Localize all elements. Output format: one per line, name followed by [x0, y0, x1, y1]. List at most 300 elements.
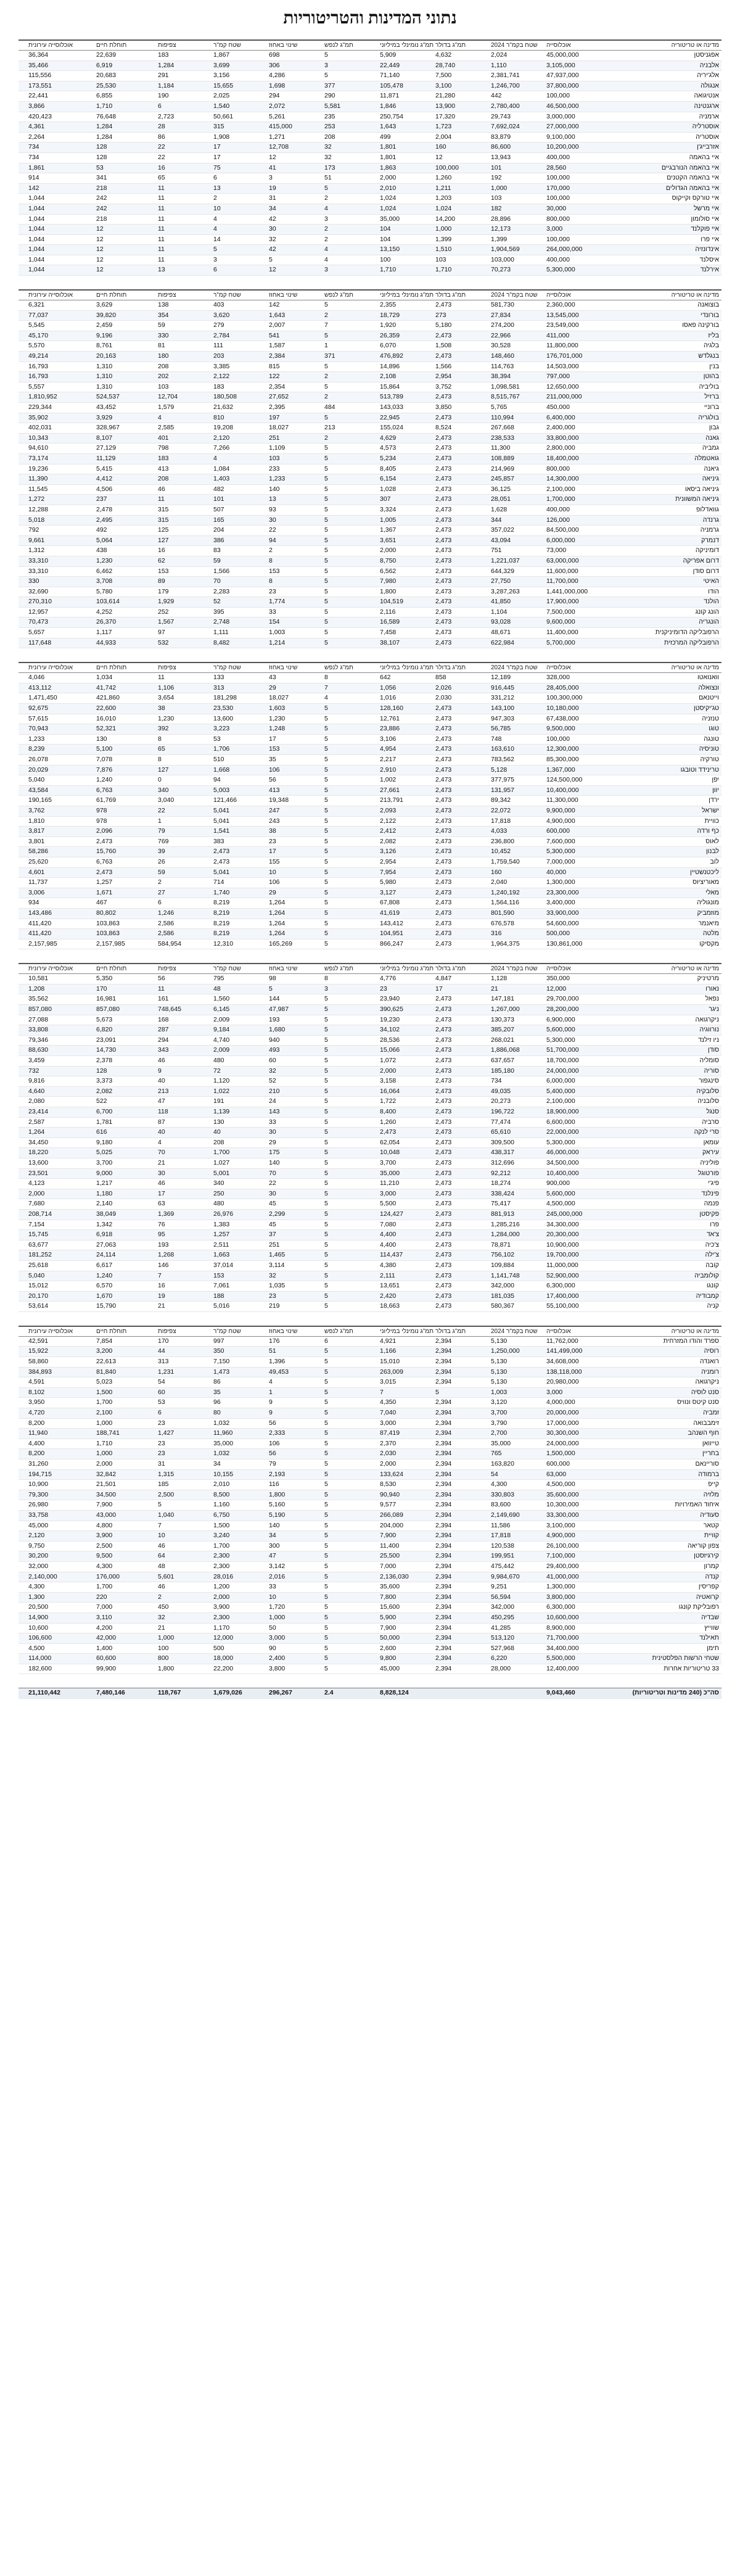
cell-value: 5,700,000 — [546, 638, 575, 646]
cell-value: 5 — [324, 1378, 328, 1386]
cell-value: 13 — [213, 184, 221, 192]
cell-value: 1,383 — [213, 1220, 230, 1228]
table-row — [18, 1199, 722, 1210]
cell-value: 8,239 — [28, 745, 45, 753]
table-row — [18, 888, 722, 899]
cell-value: 3,223 — [213, 725, 230, 733]
cell-value: 6,918 — [96, 1231, 113, 1239]
cell-value: 17,400,000 — [546, 1292, 579, 1300]
cell-value: 2,478 — [96, 505, 113, 513]
cell-value: 1,500 — [213, 1521, 230, 1529]
cell-value: 181,298 — [213, 694, 237, 702]
table-header — [18, 1326, 722, 1337]
cell-value: 12,761 — [380, 714, 400, 722]
cell-value: 5 — [324, 848, 328, 856]
cell-value: 42 — [269, 215, 276, 223]
country-name: סינגפור — [699, 1077, 719, 1085]
cell-value: 3,700 — [491, 1409, 508, 1417]
table-row — [18, 163, 722, 174]
cell-value: 2 — [158, 1593, 162, 1601]
cell-value: 22 — [269, 1179, 276, 1187]
country-name: שווייץ — [704, 1624, 719, 1632]
cell-value: 5 — [324, 1358, 328, 1366]
cell-value: 19,230 — [380, 1015, 400, 1023]
cell-value: 5 — [324, 454, 328, 462]
table-row — [18, 122, 722, 133]
cell-value: 354 — [158, 311, 169, 319]
cell-value: 5,300,000 — [546, 1036, 575, 1044]
cell-value: 8 — [324, 975, 328, 983]
table-row — [18, 1419, 722, 1429]
cell-value: 3,156 — [213, 72, 230, 80]
country-name: ניו זילנד — [697, 1036, 719, 1044]
table-row — [18, 1189, 722, 1200]
cell-value: 467 — [96, 899, 107, 907]
country-name: גיאנה — [704, 464, 719, 473]
cell-value: 1,034 — [96, 674, 113, 682]
cell-value: 190 — [158, 92, 169, 100]
column-header: אוכלוסייה — [546, 292, 571, 299]
cell-value: 34 — [213, 1460, 221, 1468]
table-row — [18, 1470, 722, 1480]
cell-value: 2,394 — [435, 1337, 452, 1345]
cell-value: 1,315 — [158, 1470, 175, 1478]
table-row — [18, 1347, 722, 1357]
cell-value: 2,784 — [213, 331, 230, 339]
cell-value: 2,122 — [213, 373, 230, 381]
cell-value: 916,445 — [491, 683, 514, 691]
cell-value: 2,025 — [213, 92, 230, 100]
cell-value: 751 — [491, 547, 502, 555]
cell-value: 108,889 — [491, 454, 514, 462]
country-name: פנמה — [704, 1200, 719, 1208]
country-name: טורקיה — [700, 756, 719, 763]
cell-value: 1,396 — [269, 1358, 286, 1366]
cell-value: 2,093 — [380, 806, 397, 814]
cell-value: 2,473 — [435, 1302, 452, 1310]
country-name: גיניאה המשוונית — [675, 495, 719, 503]
cell-value: 124,500,000 — [546, 776, 583, 784]
cell-value: 3,651 — [380, 536, 397, 544]
cell-value: 513,120 — [491, 1634, 514, 1642]
cell-value: 3,700 — [380, 1158, 397, 1166]
cell-value: 5,016 — [213, 1302, 230, 1310]
cell-value: 2,394 — [435, 1490, 452, 1498]
cell-value: 5,900 — [380, 1613, 397, 1621]
cell-value: 59 — [213, 556, 221, 564]
table-row — [18, 1582, 722, 1593]
cell-value: 146 — [158, 1261, 169, 1269]
table-row — [18, 868, 722, 878]
cell-value: 1,759,540 — [491, 857, 520, 865]
cell-value: 6,300,000 — [546, 1603, 575, 1611]
cell-value: 115,556 — [28, 72, 52, 80]
cell-value: 183 — [158, 454, 169, 462]
country-name: רפובליקת קונגו — [678, 1603, 719, 1611]
cell-value — [491, 1688, 546, 1698]
country-name: ארמניה — [699, 112, 719, 120]
cell-value: 17 — [213, 143, 221, 151]
table-row — [18, 1210, 722, 1220]
cell-value: 9,577 — [380, 1501, 397, 1509]
cell-value: 1,284 — [96, 123, 113, 131]
cell-value: 4,046 — [28, 674, 45, 682]
cell-value: 10,600,000 — [546, 1613, 579, 1621]
cell-value: 5,064 — [96, 536, 113, 544]
cell-value: 2,108 — [380, 373, 397, 381]
cell-value: 35,562 — [28, 995, 49, 1003]
cell-value: 2,010 — [380, 184, 397, 192]
cell-value: 2,473 — [435, 857, 452, 865]
cell-value: 71,140 — [380, 72, 400, 80]
cell-value: 8,200 — [28, 1450, 45, 1458]
cell-value: 5,545 — [28, 321, 45, 329]
cell-value: 81 — [158, 342, 165, 350]
cell-value: 800 — [158, 1654, 169, 1662]
cell-value: 110,994 — [491, 413, 514, 421]
cell-value: 5 — [324, 1409, 328, 1417]
table-row — [18, 638, 722, 649]
cell-value: 6,820 — [96, 1026, 113, 1034]
table-header — [18, 963, 722, 974]
cell-value: 3,110 — [96, 1613, 112, 1621]
cell-value: 5,400,000 — [546, 1087, 575, 1095]
column-header: צפיפות — [158, 664, 176, 672]
country-name: יוון — [712, 786, 719, 794]
cell-value: 857,080 — [96, 1005, 120, 1013]
cell-value: 233 — [269, 464, 280, 473]
cell-value: 27,129 — [96, 444, 117, 452]
cell-value: 2,394 — [435, 1368, 452, 1376]
cell-value: 23,414 — [28, 1108, 49, 1115]
cell-value: 1,300 — [28, 1593, 45, 1601]
cell-value: 6,070 — [380, 342, 397, 350]
cell-value: 11,400,000 — [546, 629, 578, 637]
cell-value: 5 — [324, 331, 328, 339]
cell-value: 220 — [96, 1593, 107, 1601]
column-header: מדינה או טריטוריה — [671, 292, 719, 299]
cell-value: 5,673 — [96, 1015, 113, 1023]
cell-value: 28,000 — [491, 1664, 511, 1672]
cell-value: 2,394 — [435, 1593, 452, 1601]
cell-value: 46,000,000 — [546, 1149, 579, 1157]
cell-value: 141,499,000 — [546, 1347, 583, 1355]
cell-value: 121,466 — [213, 796, 237, 804]
cell-value: 263,009 — [380, 1368, 403, 1376]
cell-value: 5 — [324, 1138, 328, 1146]
cell-value: 2,157,985 — [28, 939, 57, 947]
cell-value: 10,300,000 — [546, 1501, 579, 1509]
cell-value: 109,884 — [491, 1261, 514, 1269]
cell-value: 2,116 — [380, 608, 396, 616]
cell-value: 1,710 — [96, 1439, 113, 1447]
country-name: בוליביה — [699, 382, 719, 390]
cell-value: 12 — [96, 225, 104, 233]
table-row — [18, 806, 722, 817]
cell-value: 16,589 — [380, 618, 400, 626]
cell-value: 11,737 — [28, 878, 48, 886]
cell-value: 1,016 — [380, 694, 397, 702]
cell-value: 420,423 — [28, 112, 52, 120]
country-name: איי בהאמה הגדולים — [665, 184, 719, 192]
cell-value: 65,610 — [491, 1128, 511, 1136]
cell-value: 1,000 — [435, 225, 452, 233]
cell-value: 16,010 — [96, 714, 117, 722]
cell-value: 341 — [96, 174, 107, 182]
cell-value: 41,619 — [380, 909, 400, 917]
country-name: גוואדלופ — [696, 505, 719, 513]
cell-value: 33 — [269, 608, 276, 616]
cell-value: 2,473 — [435, 618, 452, 626]
cell-value: 797,000 — [546, 373, 570, 381]
cell-value: 4,500,000 — [546, 1200, 575, 1208]
cell-value: 4,300 — [28, 1583, 45, 1591]
cell-value: 313 — [213, 683, 224, 691]
cell-value: 34,608,000 — [546, 1358, 579, 1366]
cell-value: 1,284,000 — [491, 1231, 520, 1239]
cell-value: 5,128 — [491, 766, 508, 774]
cell-value: 12,000 — [546, 985, 567, 993]
cell-value: 2,136,030 — [380, 1572, 409, 1580]
cell-value: 386 — [213, 536, 224, 544]
cell-value: 56 — [269, 1450, 276, 1458]
cell-value: 30 — [269, 1189, 276, 1197]
cell-value: 7 — [324, 683, 328, 691]
cell-value: 1,040 — [158, 1511, 175, 1519]
cell-value: 2,587 — [28, 1118, 45, 1126]
cell-value: 5,980 — [380, 878, 397, 886]
cell-value: 12,173 — [491, 225, 511, 233]
cell-value: 8,761 — [96, 342, 113, 350]
cell-value: 86 — [158, 133, 165, 141]
cell-value: 95 — [158, 1231, 165, 1239]
table-row — [18, 1624, 722, 1634]
cell-value: 4,740 — [213, 1036, 230, 1044]
country-name: סודן — [707, 1046, 719, 1054]
cell-value: 2,096 — [96, 827, 113, 835]
table-row — [18, 1664, 722, 1675]
column-header: תוחלת חיים — [96, 664, 127, 672]
cell-value: 4 — [213, 454, 217, 462]
cell-value: 5 — [324, 776, 328, 784]
cell-value: 3,287,263 — [491, 587, 520, 595]
cell-value: 9,196 — [96, 331, 113, 339]
cell-value: 62,054 — [380, 1138, 400, 1146]
cell-value: 12,189 — [491, 674, 511, 682]
country-name: טוניסיה — [699, 745, 719, 753]
cell-value: 5 — [324, 837, 328, 845]
cell-value: 5 — [324, 1613, 328, 1621]
country-name: אירלנד — [700, 266, 719, 274]
table-row — [18, 1036, 722, 1046]
cell-value: 2 — [269, 547, 273, 555]
column-header: שטח בקמ"ר 2024 — [491, 292, 538, 299]
cell-value: 9,500,000 — [546, 725, 575, 733]
cell-value: 45 — [269, 1200, 276, 1208]
cell-value: 38 — [158, 704, 165, 712]
cell-value: 22 — [269, 526, 276, 534]
cell-value: 104,519 — [380, 598, 403, 606]
cell-value: 111 — [213, 342, 223, 350]
cell-value: 10 — [269, 1593, 276, 1601]
cell-value: 500 — [213, 1644, 224, 1652]
column-header: תמ"ג לנפש — [324, 292, 353, 299]
cell-value: 34,500 — [96, 1490, 117, 1498]
cell-value: 70 — [158, 1149, 165, 1157]
cell-value: 5 — [324, 1200, 328, 1208]
cell-value: 27,661 — [380, 786, 400, 794]
cell-value: 1,671 — [96, 888, 113, 896]
cell-value: 5 — [324, 1368, 328, 1376]
cell-value: 100,000 — [546, 235, 570, 243]
cell-value: 10,400,000 — [546, 1169, 579, 1177]
cell-value: 1,810 — [28, 817, 45, 825]
cell-value: 1,203 — [435, 194, 452, 202]
cell-value: 26,078 — [28, 756, 49, 763]
cell-value: 338,424 — [491, 1189, 514, 1197]
cell-value: 783,562 — [491, 756, 514, 763]
cell-value: 2,473 — [435, 516, 452, 524]
cell-value: 1,170 — [213, 1624, 230, 1632]
cell-value: 93,028 — [491, 618, 511, 626]
cell-value: 2,122 — [380, 817, 397, 825]
table-row — [18, 693, 722, 704]
cell-value: 2 — [324, 434, 328, 442]
cell-value: 25,618 — [28, 1261, 49, 1269]
cell-value: 4,954 — [380, 745, 397, 753]
cell-value: 5 — [324, 857, 328, 865]
cell-value: 21,280 — [435, 92, 456, 100]
cell-value: 866,247 — [380, 939, 403, 947]
cell-value: 22,600 — [96, 704, 117, 712]
cell-value: 140 — [269, 1158, 280, 1166]
cell-value: 0 — [158, 776, 162, 784]
cell-value: 29,743 — [491, 112, 511, 120]
cell-value: 3,142 — [269, 1562, 286, 1570]
cell-value: 3,800 — [269, 1664, 286, 1672]
cell-value: 279 — [213, 321, 224, 329]
cell-value: 1,248 — [269, 725, 286, 733]
cell-value: 2,394 — [435, 1429, 452, 1437]
cell-value: 622,984 — [491, 638, 514, 646]
cell-value: 4,921 — [380, 1337, 397, 1345]
cell-value: 28,016 — [213, 1572, 234, 1580]
table-row — [18, 878, 722, 888]
table-row — [18, 1562, 722, 1572]
country-name: הולנד — [704, 598, 719, 606]
cell-value: 47 — [158, 1097, 165, 1105]
cell-value: 16 — [158, 1282, 165, 1290]
cell-value: 128 — [96, 1067, 107, 1075]
cell-value: 144 — [269, 995, 280, 1003]
cell-value: 5 — [324, 1251, 328, 1259]
table-row — [18, 597, 722, 608]
table-row — [18, 300, 722, 311]
cell-value: 100,000 — [546, 735, 570, 743]
cell-value: 1,260 — [435, 174, 452, 182]
cell-value: 438,317 — [491, 1149, 514, 1157]
column-header: שטח בקמ"ר 2024 — [491, 1327, 538, 1335]
cell-value: 2,473 — [435, 1220, 452, 1228]
cell-value: 5 — [324, 1158, 328, 1166]
cell-value: 83,600 — [491, 1501, 511, 1509]
cell-value: 19,348 — [269, 796, 289, 804]
cell-value: 23,501 — [28, 1169, 49, 1177]
cell-value: 10,155 — [213, 1470, 234, 1478]
cell-value: 12,704 — [158, 393, 178, 401]
cell-value: 5 — [324, 899, 328, 907]
cell-value: 532 — [158, 638, 169, 646]
cell-value: 19 — [269, 184, 276, 192]
cell-value: 196,722 — [491, 1108, 514, 1115]
cell-value: 20,300,000 — [546, 1231, 579, 1239]
cell-value: 29 — [269, 1138, 276, 1146]
cell-value: 2,473 — [435, 1087, 452, 1095]
cell-value: 499 — [380, 133, 391, 141]
cell-value: 1,141,748 — [491, 1271, 520, 1279]
cell-value: 1,257 — [213, 1231, 230, 1239]
cell-value: 2,300 — [213, 1552, 230, 1560]
column-header: שטח קמ"ר — [213, 292, 241, 299]
cell-value: 1,774 — [269, 598, 286, 606]
cell-value: 5,100 — [96, 745, 113, 753]
cell-value: 2,473 — [435, 536, 452, 544]
cell-value: 2,473 — [435, 505, 452, 513]
cell-value: 98 — [269, 975, 276, 983]
cell-value: 1,230 — [269, 714, 286, 722]
cell-value: 36,364 — [28, 51, 49, 59]
table-row — [18, 474, 722, 485]
cell-value: 7,692,024 — [491, 123, 520, 131]
cell-value: 100 — [158, 1644, 169, 1652]
cell-value: 204 — [213, 526, 224, 534]
cell-value: 155,024 — [380, 424, 403, 432]
cell-value: 79,300 — [28, 1490, 49, 1498]
cell-value: 5 — [324, 1552, 328, 1560]
cell-value: 11,300 — [491, 444, 511, 452]
cell-value: 2,473 — [435, 827, 452, 835]
cell-value: 2,000 — [380, 1067, 397, 1075]
cell-value: 2,473 — [435, 587, 452, 595]
cell-value: 2,394 — [435, 1532, 452, 1540]
cell-value: 126,000 — [546, 516, 570, 524]
cell-value: 3,800,000 — [546, 1593, 575, 1601]
country-name: טונגה — [704, 735, 719, 743]
column-header: שינוי באחוז — [269, 965, 298, 973]
cell-value: 48 — [158, 1562, 165, 1570]
country-name: הרפובליקה המרכזית — [664, 638, 719, 646]
country-name: סוריה — [704, 1067, 719, 1075]
cell-value: 1,801 — [380, 153, 397, 161]
cell-value: 41,285 — [491, 1624, 511, 1632]
cell-value: 11,960 — [213, 1429, 233, 1437]
cell-value: 7,000 — [380, 1562, 397, 1570]
cell-value: 35,600,000 — [546, 1490, 579, 1498]
cell-value: 13,600 — [213, 714, 234, 722]
table-row — [18, 1281, 722, 1292]
cell-value: 5 — [324, 1624, 328, 1632]
cell-value: 11,300,000 — [546, 796, 578, 804]
cell-value: 9 — [158, 1067, 162, 1075]
cell-value: 104,951 — [380, 930, 403, 938]
cell-value: 2,157,985 — [96, 939, 125, 947]
cell-value: 5 — [324, 51, 328, 59]
cell-value: 5 — [324, 1664, 328, 1672]
cell-value: 5,001 — [213, 1169, 230, 1177]
table-row — [18, 392, 722, 403]
cell-value: 12 — [96, 266, 104, 274]
cell-value: 7,500 — [435, 72, 452, 80]
